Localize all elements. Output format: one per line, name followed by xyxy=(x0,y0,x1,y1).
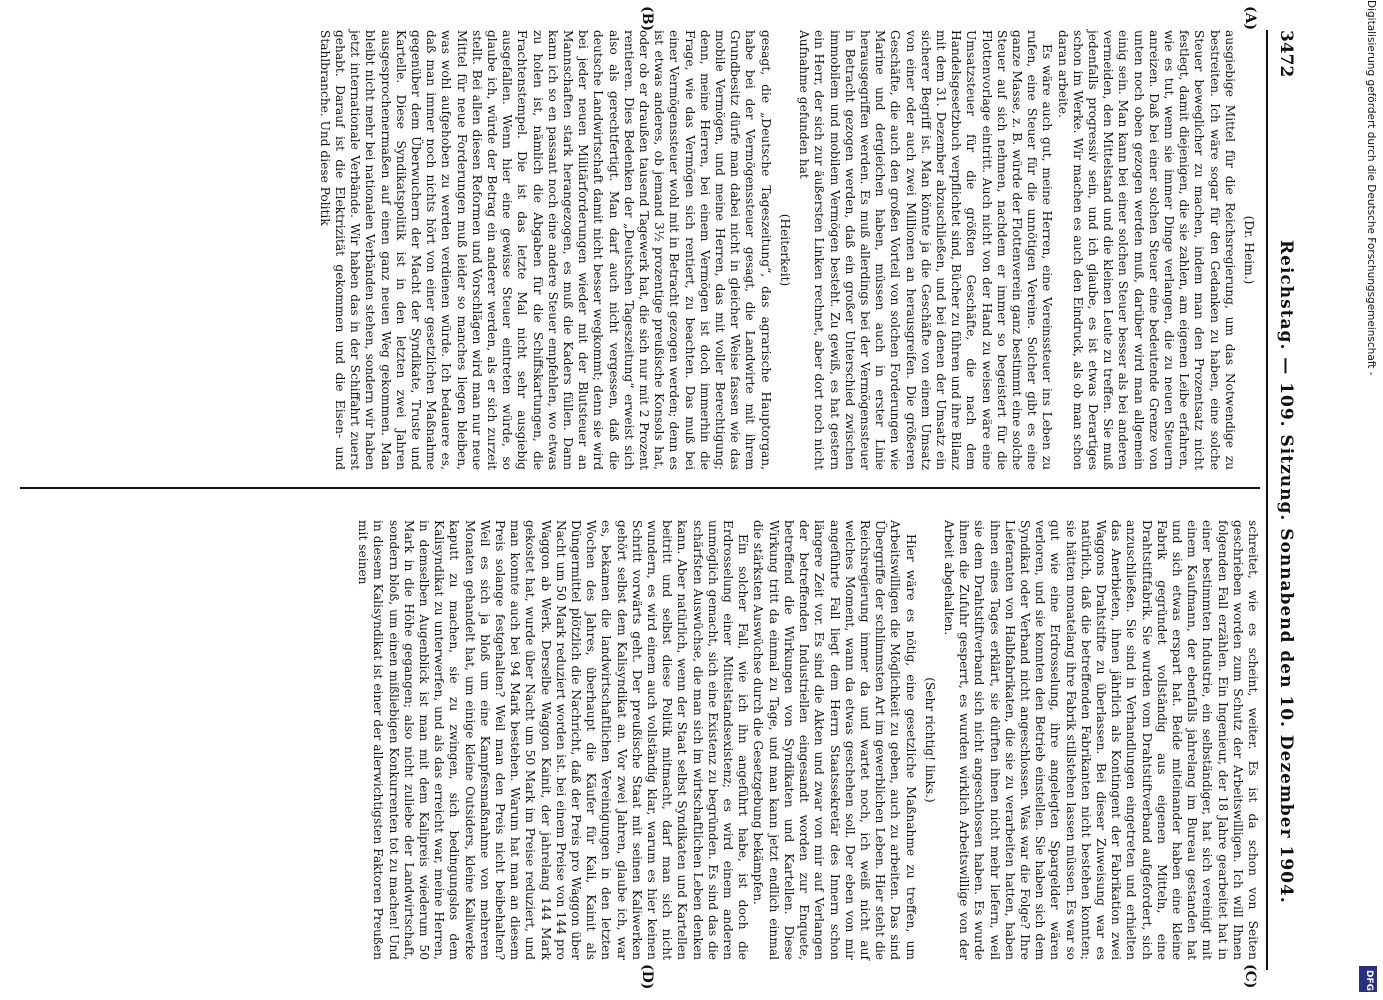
paragraph: Hier wäre es nötig, eine gesetzliche Maßnahme zu treffen, um Arbeitswilligen die Möglichkeit zu geben, auch zu arbeiten. Das sind Übergriffe der schlimmsten Art im gewerblichen Leben. Hier steht die Reichsregierung immer da und wartet noch, ich weiß nicht auf welches Moment, wann da etwas geschehen soll. Der eben von mir angeführte Fall liegt dem Herrn Staatssekretär des Innern schon längere Zeit vor. Es sind die Akten und zwar von mir auf Verlangen der betreffenden Industriellen eingesandt worden zur Enquete, betreffend die Wirkungen von Syndikaten und Kartellen. Diese Wirkung tritt da einmal zu Tage, und man kann jetzt endlich einmal die stärksten Auswüchse durch die Gesetzgebung bekämpfen. xyxy=(751,520,918,960)
paragraph: Ein solcher Fall, wie ich ihn angeführt habe, ist doch die Erdrosselung einer Mittelstandsexistenz; es wird einem anderen unmöglich gemacht, sich eine Existenz zu begründen. Es sind das die schärfsten Auswüchse, die man sich im wirtschaftlichen Leben denken kann. Aber natürlich, wenn der Staat selbst Syndikaten und Kartellen beitritt und selbst diese Politik mitmacht, darf man sich nicht wundern, es wird einem auch vollständig klar, warum es hier keinen Schritt vorwärts geht. Der preußische Staat mit seinen Kaliwerken gehört selbst dem Kalisyndikat an. Vor zwei Jahren, glaube ich, war es, bekamen die landwirtschaftlichen Vereinigungen in den letzten Wochen des Jahres, überhaupt die Käufer für Kali, Kainit als Düngermittel plötzlich die Nachricht, daß der Preis pro Waggon über Nacht um 50 Mark reduziert worden ist. bei einem Preise von 144 pro Waggon ab Werk. Derselbe Waggon Kainit, der jahrelang 144 Mark gekostet hat, wurde über Nacht um 50 Mark im Preise reduziert, und man konnte auch bei 94 Mark bestehen. Warum hat man an diesem Preis solange festgehalten? Weil man den Preis nicht beibehalten? Weil es sich ja bloß um eine Kampfesmaßnahme von mehreren Monaten gehandelt hat, um einige kleine Outsiders, kleine Kaliwerke kaputt zu machen, sie zu zwingen, sich bedingungslos dem Kalisyndikat zu unterwerfen, und als das erreicht war, meine Herren, in demselben Augenblick ist man mit dem Kalipreis wiederum 50 Mark in die Höhe gegangen; also nicht zuliebe der Landwirtschaft, sondern bloß, um einen mißliebigen Konkurrenten tot zu machen! Und in diesem Kalisyndikat ist einer der allerwichtigsten Faktoren Preußen mit seinen xyxy=(356,520,751,960)
digitization-credit xyxy=(1349,0,1383,1000)
right-column xyxy=(355,520,1260,960)
speaker-label: (Dr. Heim.) xyxy=(1242,215,1256,285)
page-title: Reichstag. — 109. Sitzung. Sonnabend den 10. Dezember 1904. xyxy=(1276,240,1296,904)
dfg-logo xyxy=(1359,966,1377,992)
paragraph: ausgiebige Mittel für die Reichsregierung, um das Notwendige zu bestreiten. Ich wäre sogar für den Gedanken zu haben, eine solche Steuer beweglicher zu machen, indem man den Prozentsatz nicht festlegt, damit diejenigen, die sie zahlen, am eigenen Leibe erfahren, wie es tut, wenn sie immer Dinge verlangen, die zu neuen Steuern anreizen. Daß bei einer solchen Steuer eine bedeutende Grenze von unten noch oben gezogen werden muß, darüber wird man allgemein einig sein. Man kann bei einer solchen Steuer besser als bei anderen vermeiden, den Mittelstand und die kleinen Leute zu treffen. Sie muß jedenfalls progressiv sein, und ich glaube, es ist etwas Derartiges schon im Werke. Wir machen es auch den Eindruck, als ob man schon daran arbeite. xyxy=(1055,30,1237,470)
interjection: (Sehr richtig! links.) xyxy=(922,677,937,803)
paragraph: schreitet, wie es scheint, weiter. Es ist da schon von Seiten geschrieben worden zum Schutz der Arbeitswilligen. Ich will Ihnen folgenden Fall erzählen. Ein Ingenieur, der 18 Jahre gearbeitet hat in einer bestimmten Industrie, ein selbständiger, hat sich vereinigt mit einem Kaufmann, der ebenfalls jahrelang im Bureau gestanden hat und sich etwas erspart hat. Beide miteinander haben eine kleine Fabrik gegründet vollständig aus eigenen Mitteln, eine Drahtstiftfabrik. Sie wurden vom Drahtstiftverband aufgefordert, sich anzuschließen. Sie sind in Verhandlungen eingetreten und erhielten das Anerbieten, ihnen jährlich als Kontingent der Fabrikation zwei Waggons Drahtstifte zu überlassen. Bei dieser Zuweisung war es natürlich, daß die betreffenden Fabrikanten nicht bestehen konnten; sie hätten monatelang ihre Fabrik stillstehen lassen müssen. Es war so gut wie eine Erdrosselung, ihre angelegten Spargelder wären verloren, und sie konnten den Betrieb einstellen. Sie haben sich dem Syndikat oder Verband nicht angeschlossen. Was war die Folge? Ihre Lieferanten von Halbfabrikaten, die sie zu verarbeiten hatten, haben ihnen eines Tages erklärt, sie dürften ihnen nicht mehr liefern, weil sie dem Drahtstiftverband sich nicht angeschlossen haben. Es wurde ihnen die Zufuhr gesperrt, es wurden wirklich Arbeitswillige von der Arbeit abgehalten. xyxy=(941,520,1260,960)
margin-marker-d: (D) xyxy=(639,964,655,990)
credit-text: Digitalisierung gefördert durch die Deutsche Forschungsgemeinschaft - xyxy=(1365,0,1377,376)
left-column xyxy=(317,30,1260,470)
page-header xyxy=(1266,30,1302,970)
margin-marker-a: (A) xyxy=(1242,6,1258,31)
page-number: 3472 xyxy=(1276,30,1296,78)
interjection: (Heiterkeit) xyxy=(777,213,792,287)
paragraph: gesagt, die „Deutsche Tageszeitung“, das agrarische Hauptorgan, habe bei der Vermögenssteuer gesagt, die Landwirte mit ihrem Grundbesitz dürfe man dabei nicht in gleicher Weise fassen wie das mobile Vermögen, und meine Herren, das mit voller Berechtigung; denn, meine Herren, bei einem Vermögen ist doch immerhin die Frage, wie das Vermögen sich rentiert, zu beachten. Das muß bei einer Vermögenssteuer wohl mit in Betracht gezogen werden; denn es ist etwas anderes, ob jemand 3½ prozentige preußische Konsols hat, oder ob er draußen tausend Tagewerk hat, die sich nur mit 2 Prozent rentieren. Dies Bedenken der „Deutschen Tageszeitung“ erweist sich also als gerechtfertigt. Man darf auch nicht vergessen, daß die deutsche Landwirtschaft damit nicht besser wegkommt; denn sie wird bei jeder neuen Militärforderungen wieder mit der Blutsteuer an Mannschaften stark herangezogen, es muß die Kaders füllen. Dann kann ich so en passant noch eine andere Steuer empfehlen, wo etwas zu holen ist, nämlich die Abgaben für die Schiffskartungen, die Frachtenstempel. Die ist das letzte Mal nicht sehr ausgiebig ausgefallen. Wenn hier eine gewisse Steuer eintreten würde, so glaube ich, würde der Betrag ein anderer werden, als er sich zurzeit stellt. Bei allen diesen Reformen und Vorschlägen wird man nur neue Mittel für neue Forderungen muß leider so manches liegen bleiben, was wohl aufgehoben zu werden verdienen würde. Ich bedauere es, daß man immer noch nichts hört von einer gesetzlichen Maßnahme gegenüber dem Überwuchern der Macht der Syndikate, Truste und Kartelle. Diese Syndikatspolitik ist in den letzten zwei Jahren ausgesprochenermaßen auf einen ganz neuen Weg gekommen. Man bleibt nicht mehr bei nationalen Verbänden stehen, sondern wir haben jetzt internationale Verbände. Wir haben das in der Schiffahrt zuerst gehabt. Darauf ist die Elektrizität gekommen und die Eisen- und Stahlbranche. Und diese Politik xyxy=(317,30,773,470)
column-divider xyxy=(20,487,1260,489)
logo-text: DFG xyxy=(1364,970,1374,992)
margin-marker-c: (C) xyxy=(1242,964,1258,989)
paragraph: Es wäre auch gut, meine Herren, eine Vereinssteuer ins Leben zu rufen, eine Steuer für die unnötigen Vereine. Solcher gibt es eine ganze Masse, z. B. würde der Flottenverein ganz bestimmt eine solche Steuer auf sich nehmen, nachdem er immer so begeistert für die Flottenvorlage eintritt. Auch nicht von der Hand zu weisen wäre eine Umsatzsteuer für die größten Geschäfte, die nach dem Handelsgesetzbuch verpflichtet sind, Bücher zu führen und ihre Bilanz mit dem 31. Dezember abzuschließen, und bei denen der Umsatz ein sicherer Begriff ist. Man könnte ja die Geschäfte von einem Umsatz von einer oder auch zwei Millionen an herausgreifen. Die größeren Geschäfte, die auch den großen Vorteil von solchen Forderungen wie Marine und dergleichen haben, müssen auch in erster Linie herausgegriffen werden. Es muß allerdings bei der Vermögenssteuer in Betracht gezogen werden, daß ein großer Unterschied zwischen immobilem und mobilem Vermögen besteht. Zu gewiß, es hat gestern ein Herr, der sich zur äußersten Linken rechnet, aber dort noch nicht Aufnahme gefunden hat xyxy=(797,30,1055,470)
margin-marker-b: (B) xyxy=(639,6,655,32)
